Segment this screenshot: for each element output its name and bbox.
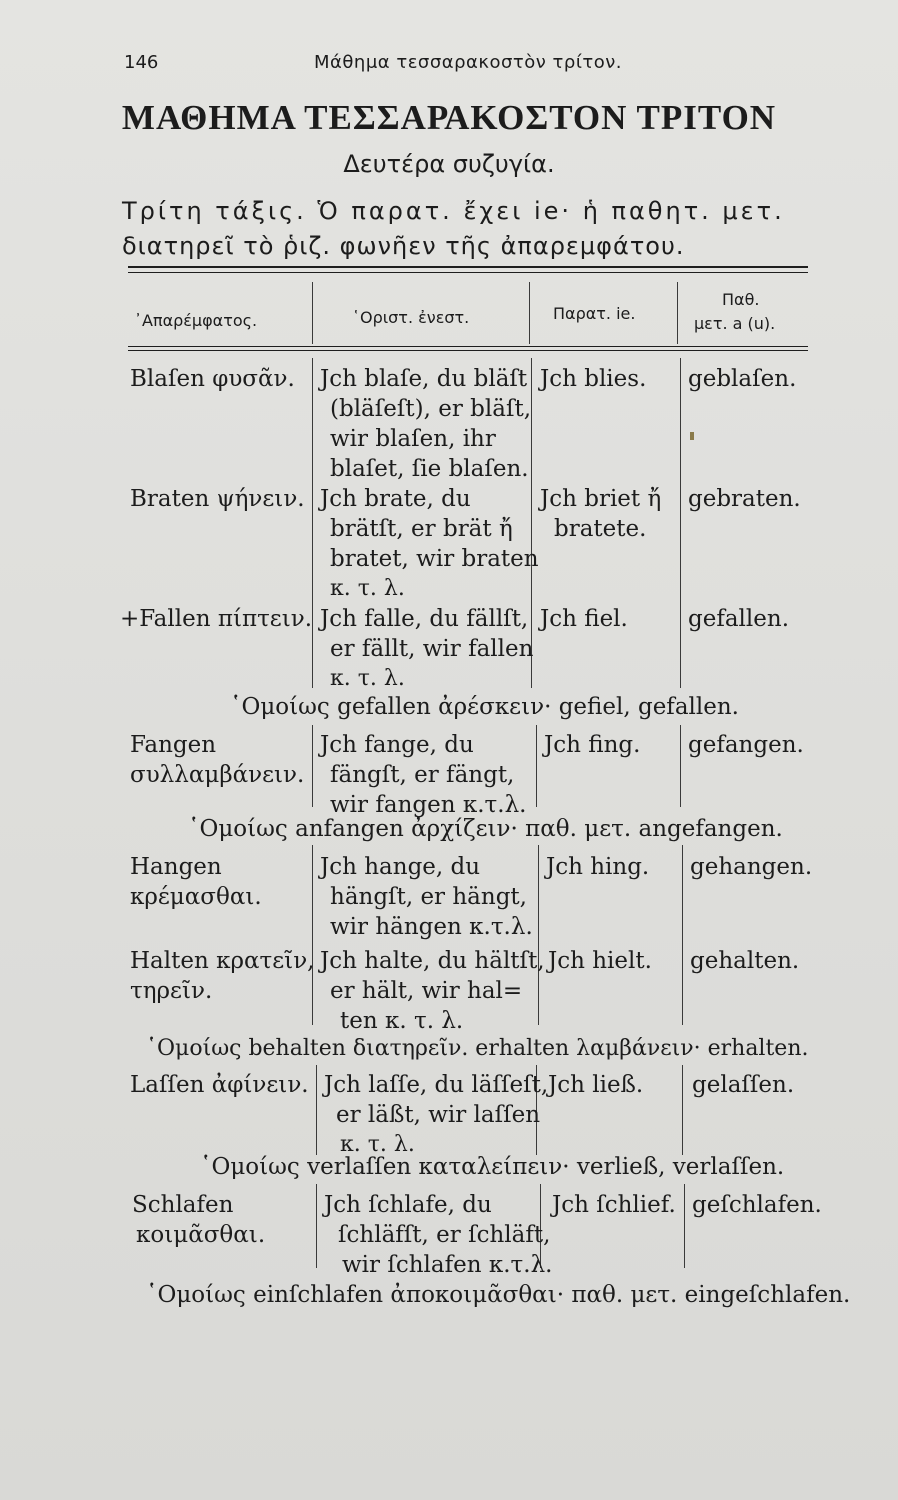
header-infinitive: ᾿Απαρέμφατος. <box>134 311 258 330</box>
inf-fangen-2: συλλαμβάνειν. <box>130 762 305 788</box>
inf-lassen: Laſſen ἀφίνειν. <box>130 1072 309 1098</box>
col-divider-3d <box>682 1065 683 1155</box>
pres-blasen-2: (bläſeſt), er bläſt, <box>330 396 532 422</box>
note-fallen: ῾Ομοίως gefallen ἀρέσκειν· gefiel, gefallen. <box>230 694 739 720</box>
past-blasen: Jch blies. <box>540 366 647 392</box>
part-halten: gehalten. <box>690 948 800 974</box>
part-lassen: gelaſſen. <box>692 1072 795 1098</box>
pres-fallen-2: er fällt, wir fallen <box>330 636 534 662</box>
table-top-rule <box>128 266 808 268</box>
pres-hangen-2: hängſt, er hängt, <box>330 884 527 910</box>
past-fangen: Jch fing. <box>544 732 641 758</box>
past-braten-1: Jch briet ἤ <box>540 486 662 512</box>
pres-halten-2: er hält, wir hal= <box>330 978 523 1004</box>
part-blasen: geblaſen. <box>688 366 797 392</box>
part-schlafen: geſchlafen. <box>692 1192 822 1218</box>
col-divider-1c <box>312 845 313 1025</box>
note-fangen: ῾Ομοίως anfangen ἀρχίζειν· παθ. μετ. angefangen. <box>188 816 783 842</box>
pres-blasen-3: wir blaſen, ihr <box>330 426 496 452</box>
running-title: Μάθημα τεσσαρακοστὸν τρίτον. <box>314 52 623 73</box>
header-imperfect: Παρατ. ie. <box>553 304 636 323</box>
col-divider-3e <box>684 1184 685 1268</box>
pres-fangen-3: wir fangen κ.τ.λ. <box>330 792 527 818</box>
inf-fallen: +Fallen πίπτειν. <box>120 606 313 632</box>
note-schlafen: ῾Ομοίως einſchlafen ἀποκοιμᾶσθαι· παθ. μετ. eingeſchlafen. <box>146 1282 851 1308</box>
pres-lassen-1: Jch laſſe, du läſſeſt, <box>324 1072 549 1098</box>
pres-braten-3: bratet, wir braten <box>330 546 539 572</box>
pres-braten-1: Jch brate, du <box>320 486 471 512</box>
page-number: 146 <box>124 52 159 73</box>
pres-schlafen-3: wir ſchlafen κ.τ.λ. <box>342 1252 553 1278</box>
pres-fallen-3: κ. τ. λ. <box>330 666 405 691</box>
pres-blasen-1: Jch blaſe, du bläſt <box>320 366 528 392</box>
note-lassen: ῾Ομοίως verlaſſen καταλείπειν· verließ, verlaſſen. <box>200 1154 785 1180</box>
col-divider-1a <box>312 358 313 688</box>
inf-schlafen-1: Schlafen <box>132 1192 234 1218</box>
past-lassen: Jch ließ. <box>548 1072 644 1098</box>
inf-schlafen-2: κοιμᾶσθαι. <box>136 1222 266 1248</box>
inf-halten-2: τηρεῖν. <box>130 978 213 1004</box>
part-braten: gebraten. <box>688 486 801 512</box>
past-hangen: Jch hing. <box>546 854 650 880</box>
lesson-subtitle: Δευτέρα συζυγία. <box>343 150 555 178</box>
pres-halten-1: Jch halte, du hältſt, <box>320 948 545 974</box>
part-hangen: gehangen. <box>690 854 813 880</box>
table-top-rule-thin <box>128 272 808 273</box>
inf-fangen-1: Fangen <box>130 732 217 758</box>
pres-fangen-1: Jch fange, du <box>320 732 474 758</box>
past-schlafen: Jch ſchlief. <box>552 1192 676 1218</box>
pres-hangen-3: wir hängen κ.τ.λ. <box>330 914 533 940</box>
pres-blasen-4: blaſet, ſie blaſen. <box>330 456 529 482</box>
pres-lassen-2: er läßt, wir laſſen <box>336 1102 541 1128</box>
col-divider-3c <box>682 845 683 1025</box>
inf-hangen-2: κρέμασθαι. <box>130 884 262 910</box>
header-bottom-rule-thin <box>128 350 808 351</box>
inf-braten: Braten ψήνειν. <box>130 486 305 512</box>
col-divider-1e <box>316 1184 317 1268</box>
col-divider-2b <box>536 725 537 807</box>
col-divider-1d <box>316 1065 317 1155</box>
pres-braten-4: κ. τ. λ. <box>330 576 405 601</box>
pres-halten-3: ten κ. τ. λ. <box>340 1008 464 1034</box>
intro-note-line-2: διατηρεῖ τὸ ῥιζ. φωνῆεν τῆς ἀπαρεμφάτου. <box>122 232 685 260</box>
pres-schlafen-2: ſchläfſt, er ſchläft, <box>338 1222 551 1248</box>
past-halten: Jch hielt. <box>548 948 652 974</box>
pres-schlafen-1: Jch ſchlafe, du <box>324 1192 492 1218</box>
col-divider-3b <box>680 725 681 807</box>
pres-fallen-1: Jch falle, du fällſt, <box>320 606 529 632</box>
col-divider-2c <box>538 845 539 1025</box>
past-braten-2: bratete. <box>554 516 647 542</box>
header-participle-b: μετ. a (u). <box>694 314 776 333</box>
inf-blasen: Blaſen φυσᾶν. <box>130 366 295 392</box>
intro-note-line-1: Τρίτη τάξις. Ὁ παρατ. ἔχει ie· ἡ παθητ. μετ. <box>122 197 785 225</box>
note-halten: ῾Ομοίως behalten διατηρεῖν. erhalten λαμβάνειν· erhalten. <box>146 1036 809 1061</box>
pres-hangen-1: Jch hange, du <box>320 854 481 880</box>
lesson-title: ΜΑΘΗΜΑ ΤΕΣΣΑΡΑΚΟΣΤΟΝ ΤΡΙΤΟΝ <box>121 98 777 137</box>
part-fangen: gefangen. <box>688 732 804 758</box>
inf-halten-1: Halten κρατεῖν, <box>130 948 315 974</box>
header-bottom-rule <box>128 346 808 347</box>
header-divider-2 <box>529 282 530 344</box>
pres-lassen-3: κ. τ. λ. <box>340 1132 415 1157</box>
header-divider-1 <box>312 282 313 344</box>
pres-fangen-2: fängſt, er fängt, <box>330 762 515 788</box>
header-participle-a: Παθ. <box>722 290 760 309</box>
col-divider-3a <box>680 358 681 688</box>
col-divider-1b <box>312 725 313 807</box>
part-fallen: gefallen. <box>688 606 790 632</box>
inf-hangen-1: Hangen <box>130 854 222 880</box>
ink-speck <box>690 432 694 440</box>
pres-braten-2: brätſt, er brät ἤ <box>330 516 513 542</box>
past-fallen: Jch fiel. <box>540 606 628 632</box>
header-present: ῾Οριστ. ἐνεστ. <box>352 308 470 327</box>
header-divider-3 <box>677 282 678 344</box>
